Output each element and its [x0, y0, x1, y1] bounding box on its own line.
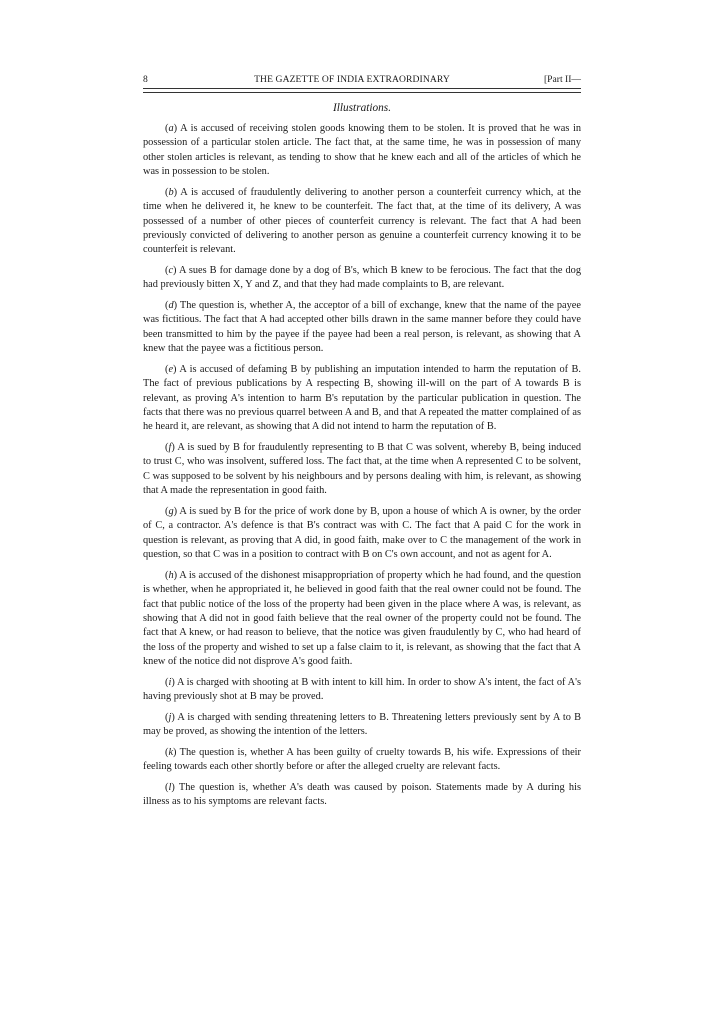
illustration-paragraph: (h) A is accused of the dishonest misappropriation of property which he had found, and the question is whether, when he appropriated it, he believed in good faith that the real owner could not be found. The fact that public notice of the loss of the property had been given in the place where A was, is relevant, as showing that A did not in good faith believe that the real owner of the property could not be found. The fact that A knew, or had reason to believe, that the notice was given fraudulently by C, who had heard of the loss of the property and wished to set up a false claim to it, is relevant, as showing that the fact that A knew of the notice did not disprove A's good faith. — [143, 569, 581, 668]
section-heading: Illustrations. — [332, 102, 392, 114]
gazette-page — [143, 74, 581, 816]
illustration-paragraph: (f) A is sued by B for fraudulently representing to B that C was solvent, whereby B, being induced to trust C, who was insolvent, suffered loss. The fact that, at the time when A represented C to be solvent, C was supposed to be solvent by his neighbours and by persons dealing with him, is relevant, as showing that A made the representation in good faith. — [143, 442, 581, 497]
illustration-paragraph: (k) The question is, whether A has been guilty of cruelty towards B, his wife. Expressions of their feeling towards each other shortly before or after the alleged cruelty are relevant facts. — [143, 746, 581, 773]
illustration-label: g — [168, 505, 174, 517]
illustration-label: b — [168, 186, 174, 198]
page-header — [143, 74, 581, 87]
illustration-paragraph: (c) A sues B for damage done by a dog of B's, which B knew to be ferocious. The fact that the dog had previously bitten X, Y and Z, and that they had made complaints to B, are relevant. — [143, 265, 581, 291]
illustration-text: The question is, whether A has been guilty of cruelty towards B, his wife. Expressions of their feeling towards each other shortly before or after the alleged cruelty are relevant facts. — [143, 746, 581, 773]
illustration-paragraph: (a) A is accused of receiving stolen goods knowing them to be stolen. It is proved that he was in possession of a particular stolen article. The fact that, at the same time, he was in possession of many other stolen articles is relevant, as tending to show that he knew each and all of the articles of which he was in possession to be stolen. — [143, 123, 581, 178]
illustration-label: e — [168, 363, 174, 375]
illustration-paragraph: (d) The question is, whether A, the acceptor of a bill of exchange, knew that the name of the payee was fictitious. The fact that A had accepted other bills drawn in the same manner before they could have been transmitted to him by the payee if the payee had been a real person, is relevant, as showing that A knew that the payee was a fictitious person. — [143, 300, 581, 355]
illustration-text: A is accused of fraudulently delivering to another person a counterfeit currency which, at the time when he delivered it, he knew to be counterfeit. The fact that, at the time of its delivery, A was possessed of a number of other pieces of counterfeit currency is relevant. The fact that A had been previously convicted of delivering to another person as genuine a counterfeit currency knowing it to be counterfeit is relevant. — [143, 186, 581, 256]
illustration-label: i — [168, 676, 172, 688]
illustration-label: a — [168, 123, 174, 134]
illustration-paragraph: (g) A is sued by B for the price of work done by B, upon a house of which A is owner, by the order of C, a contractor. A's defence is that B's contract was with C. The fact that A paid C for the work in question is relevant, as proving that A did, in good faith, make over to C the management of the work in question, so that C was in a position to contract with B on C's own account, and not as agent for A. — [143, 505, 581, 561]
page-number: 8 — [143, 74, 148, 85]
illustration-label: l — [168, 781, 172, 793]
illustration-text: A is accused of defaming B by publishing an imputation intended to harm the reputation of B. The fact of previous publications by A respecting B, showing ill-will on the part of A towards B is relevant, as proving A's intention to harm B's reputation by the particular publication in question. The facts that there was no previous quarrel between A and B, and that A repeated the matter complained of as he heard it, are relevant, as showing that A did not intend to harm the reputation of B. — [143, 363, 581, 433]
illustration-label: d — [168, 300, 174, 312]
illustration-label: k — [168, 746, 174, 758]
illustration-text: A is charged with sending threatening letters to B. Threatening letters previously sent by A to B may be proved, as showing the intention of the letters. — [143, 711, 581, 738]
illustration-paragraph: (j) A is charged with sending threatening letters to B. Threatening letters previously sent by A to B may be proved, as showing the intention of the letters. — [143, 711, 581, 738]
illustration-text: The question is, whether A's death was caused by poison. Statements made by A during his illness as to his symptoms are relevant facts. — [143, 781, 581, 808]
illustration-text: A is sued by B for fraudulently representing to B that C was solvent, whereby B, being induced to trust C, who was insolvent, suffered loss. The fact that, at the time when A represented C to be solvent, C was supposed to be solvent by his neighbours and by persons dealing with him, is relevant, as showing that A made the representation in good faith. — [143, 442, 581, 497]
illustration-paragraph: (e) A is accused of defaming B by publishing an imputation intended to harm the reputation of B. The fact of previous publications by A respecting B, showing ill-will on the part of A towards B is relevant, as proving A's intention to harm B's reputation by the particular publication in question. The facts that there was no previous quarrel between A and B, and that A repeated the matter complained of as he heard it, are relevant, as showing that A did not intend to harm the reputation of B. — [143, 363, 581, 433]
part-label: [Part II— — [543, 74, 581, 85]
illustration-paragraph: (b) A is accused of fraudulently delivering to another person a counterfeit currency which, at the time when he delivered it, he knew to be counterfeit. The fact that, at the time of its delivery, A was possessed of a number of other pieces of counterfeit currency is relevant. The fact that A had been previously convicted of delivering to another person as genuine a counterfeit currency knowing it to be counterfeit is relevant. — [143, 186, 581, 256]
illustration-text: The question is, whether A, the acceptor of a bill of exchange, knew that the name of the payee was fictitious. The fact that A had accepted other bills drawn in the same manner before they could have been transmitted to him by the payee if the payee had been a real person, is relevant, as showing that A knew that the payee was a fictitious person. — [143, 300, 581, 355]
illustration-label: c — [168, 265, 174, 277]
illustration-text: A is accused of receiving stolen goods knowing them to be stolen. It is proved that he was in possession of a particular stolen article. The fact that, at the same time, he was in possession of many other stolen articles is relevant, as tending to show that he knew each and all of the articles of which he was in possession to be stolen. — [143, 123, 581, 178]
illustration-paragraph: (l) The question is, whether A's death was caused by poison. Statements made by A during his illness as to his symptoms are relevant facts. — [143, 781, 581, 808]
illustration-text: A sues B for damage done by a dog of B's, which B knew to be ferocious. The fact that the dog had previously bitten X, Y and Z, and that they had made complaints to B, are relevant. — [143, 265, 581, 291]
illustration-text: A is accused of the dishonest misappropriation of property which he had found, and the question is whether, when he appropriated it, he believed in good faith that the real owner could not be found. The fact that public notice of the loss of the property had been given in the place where A was, is relevant, as showing that A did not in good faith believe that the real owner of the property could not be found. The fact that A knew, or had reason to believe, that the notice was given fraudulently by C, who had heard of the loss of the property and wished to set up a false claim to it, is relevant, as showing that the fact that A knew of the notice did not disprove A's good faith. — [143, 569, 581, 668]
illustration-text: A is sued by B for the price of work done by B, upon a house of which A is owner, by the order of C, a contractor. A's defence is that B's contract was with C. The fact that A paid C for the work in question is relevant, as proving that A did, in good faith, make over to C the management of the work in question, so that C was in a position to contract with B on C's own account, and not as agent for A. — [143, 505, 581, 561]
illustration-label: j — [168, 711, 172, 723]
illustrations-list — [143, 122, 581, 810]
illustration-text: A is charged with shooting at B with intent to kill him. In order to show A's intent, the fact of A's having previously shot at B may be proved. — [143, 676, 581, 703]
header-rule — [143, 88, 581, 93]
illustration-paragraph: (i) A is charged with shooting at B with intent to kill him. In order to show A's intent, the fact of A's having previously shot at B may be proved. — [143, 676, 581, 703]
illustration-label: h — [168, 569, 174, 581]
gazette-title: THE GAZETTE OF INDIA EXTRAORDINARY — [254, 74, 450, 85]
illustration-label: f — [168, 442, 172, 454]
